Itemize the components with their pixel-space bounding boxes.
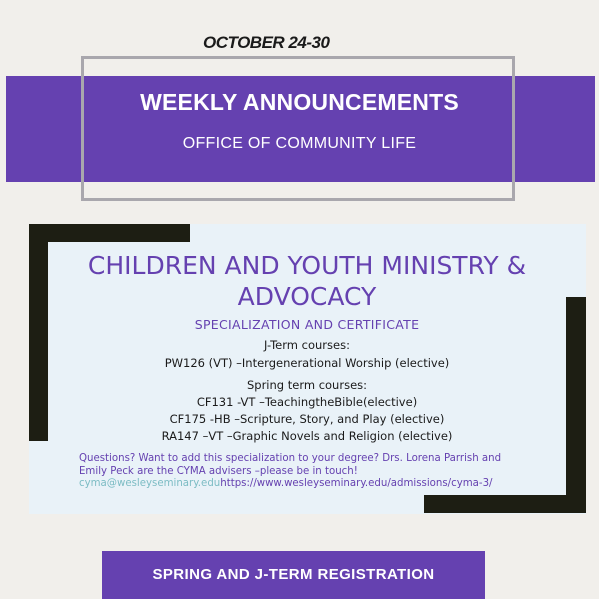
course-item: PW126 (VT) –Intergenerational Worship (elective) bbox=[164, 356, 450, 370]
date-range: OCTOBER 24-30 bbox=[203, 33, 330, 52]
banner-frame bbox=[81, 56, 515, 201]
jterm-heading: J-Term courses: bbox=[264, 338, 350, 352]
program-title-line-2: ADVOCACY bbox=[237, 282, 377, 311]
corner-bar-top-left-horizontal bbox=[29, 224, 190, 242]
program-subtitle: SPECIALIZATION AND CERTIFICATE bbox=[194, 317, 420, 332]
email-link[interactable]: cyma@wesleyseminary.edu bbox=[79, 478, 221, 489]
spring-heading: Spring term courses: bbox=[246, 378, 368, 392]
corner-bar-bottom-right-horizontal bbox=[424, 495, 586, 513]
contact-links bbox=[79, 478, 492, 489]
banner-subtitle: OFFICE OF COMMUNITY LIFE bbox=[182, 135, 417, 152]
corner-bar-top-left-vertical bbox=[29, 224, 48, 441]
corner-bar-bottom-right-vertical bbox=[566, 297, 586, 513]
course-item: CF175 -HB –Scripture, Story, and Play (elective) bbox=[169, 412, 445, 426]
banner-title: WEEKLY ANNOUNCEMENTS bbox=[140, 89, 459, 115]
website-link[interactable]: https://www.wesleyseminary.edu/admissions/cyma-3/ bbox=[220, 478, 493, 489]
course-item: RA147 –VT –Graphic Novels and Religion (elective) bbox=[161, 429, 453, 443]
registration-label: SPRING AND J-TERM REGISTRATION bbox=[152, 566, 435, 583]
program-title bbox=[48, 250, 566, 312]
contact-note: Questions? Want to add this specialization to your degree? Drs. Lorena Parrish and Emily Peck are the CYMA advisers –please be in touch! bbox=[79, 453, 502, 477]
program-title-line-1: CHILDREN AND YOUTH MINISTRY & bbox=[87, 251, 527, 280]
course-item: CF131 -VT –TeachingtheBible(elective) bbox=[196, 395, 418, 409]
